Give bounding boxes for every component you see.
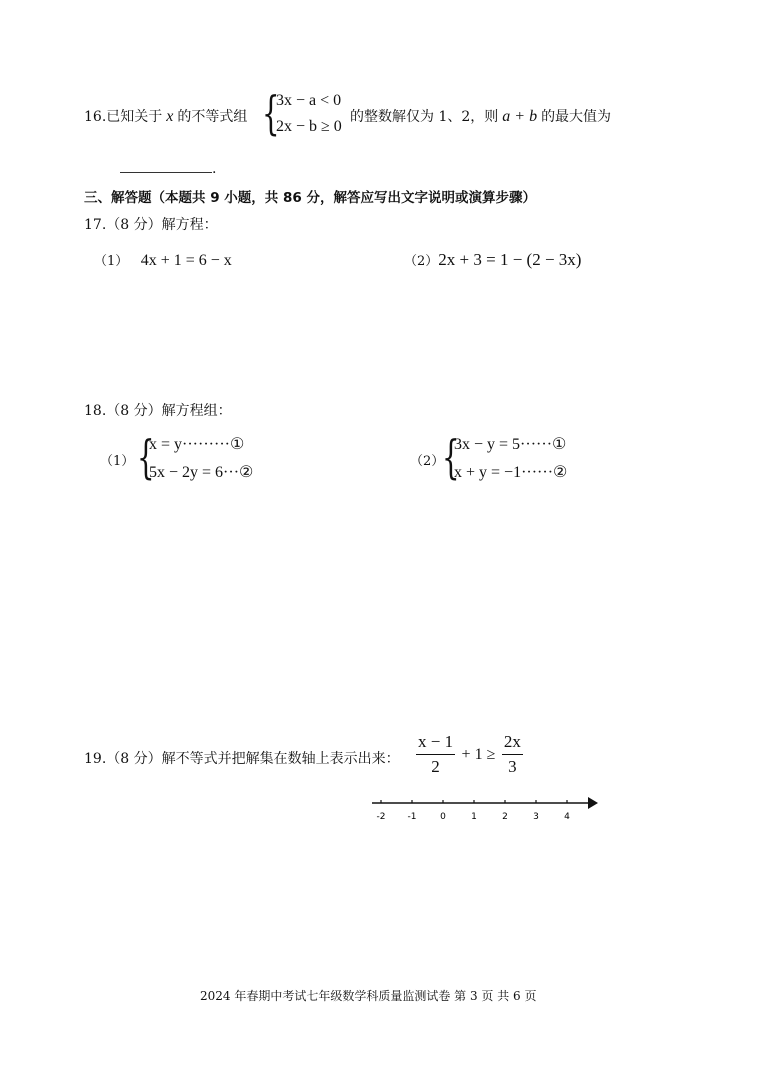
q19-fraction-left	[416, 732, 455, 777]
q18-p1-line-2: 5x − 2y = 6···②	[149, 464, 254, 481]
q16-system-line-1: 3x − a < 0	[276, 92, 342, 109]
number-line-tick-label: 2	[502, 812, 508, 822]
section-3-title: 三、解答题（本题共 9 小题，共 86 分，解答应写出文字说明或演算步骤）	[84, 190, 536, 206]
q18-p2-line-2: x + y = −1······②	[454, 464, 568, 481]
number-line-tick-label: 1	[471, 812, 477, 822]
number-line-arrow	[588, 797, 598, 809]
q18-p1-line-1: x = y·········①	[149, 436, 245, 453]
q16-var-x: x	[166, 108, 174, 125]
q17-p2-label: （2）	[404, 254, 439, 269]
q19-middle: + 1 ≥	[461, 745, 496, 763]
number-line-tick-label: 3	[533, 812, 539, 822]
q16-expr: a + b	[502, 108, 538, 125]
q17-p1-label: （1）	[94, 254, 129, 269]
q18-title: 18.（8 分）解方程组：	[84, 403, 232, 419]
q16-blank-end: .	[212, 161, 217, 177]
q19-frac1-numerator: x − 1	[416, 732, 455, 755]
q16-brace: {	[262, 86, 280, 140]
q16-answer-blank	[120, 158, 216, 177]
q19-frac1-denominator: 2	[431, 757, 440, 776]
number-line-tick-label: 4	[564, 812, 570, 822]
q17-part1	[94, 250, 232, 270]
q16-suffix1: 的整数解仅为 1、2，则	[350, 109, 499, 125]
answer-blank-line	[120, 158, 212, 173]
q16-prefix: 16.已知关于	[84, 109, 163, 125]
q18-p2-label: （2）	[410, 454, 445, 469]
page-footer: 2024 年春期中考试七年级数学科质量监测试卷 第 3 页 共 6 页	[200, 989, 537, 1003]
number-line-tick-label: -2	[376, 812, 386, 822]
q18-p2-brace: {	[442, 430, 460, 484]
q19-inequality	[416, 732, 523, 777]
q16-system-line-2: 2x − b ≥ 0	[276, 118, 342, 135]
q16-text	[84, 106, 247, 132]
q17-part2	[404, 250, 581, 270]
q19-fraction-right	[502, 732, 523, 777]
q19-frac2-numerator: 2x	[502, 732, 523, 755]
q16-middle: 的不等式组	[177, 109, 248, 125]
q17-title: 17.（8 分）解方程：	[84, 217, 218, 233]
q17-p2-equation: 2x + 3 = 1 − (2 − 3x)	[438, 250, 582, 269]
q18-p1-label: （1）	[100, 454, 135, 469]
q16-suffix2: 的最大值为	[541, 109, 612, 125]
number-line-tick-label: -1	[407, 812, 417, 822]
q19-frac2-denominator: 3	[508, 757, 517, 776]
q19-title: 19.（8 分）解不等式并把解集在数轴上表示出来：	[84, 751, 400, 767]
q18-p2-line-1: 3x − y = 5······①	[454, 436, 567, 453]
number-line-tick-label: 0	[440, 812, 446, 822]
number-line	[368, 792, 604, 826]
q18-p1-brace: {	[137, 430, 155, 484]
q17-p1-equation: 4x + 1 = 6 − x	[140, 252, 232, 269]
q16-suffix	[350, 106, 611, 128]
